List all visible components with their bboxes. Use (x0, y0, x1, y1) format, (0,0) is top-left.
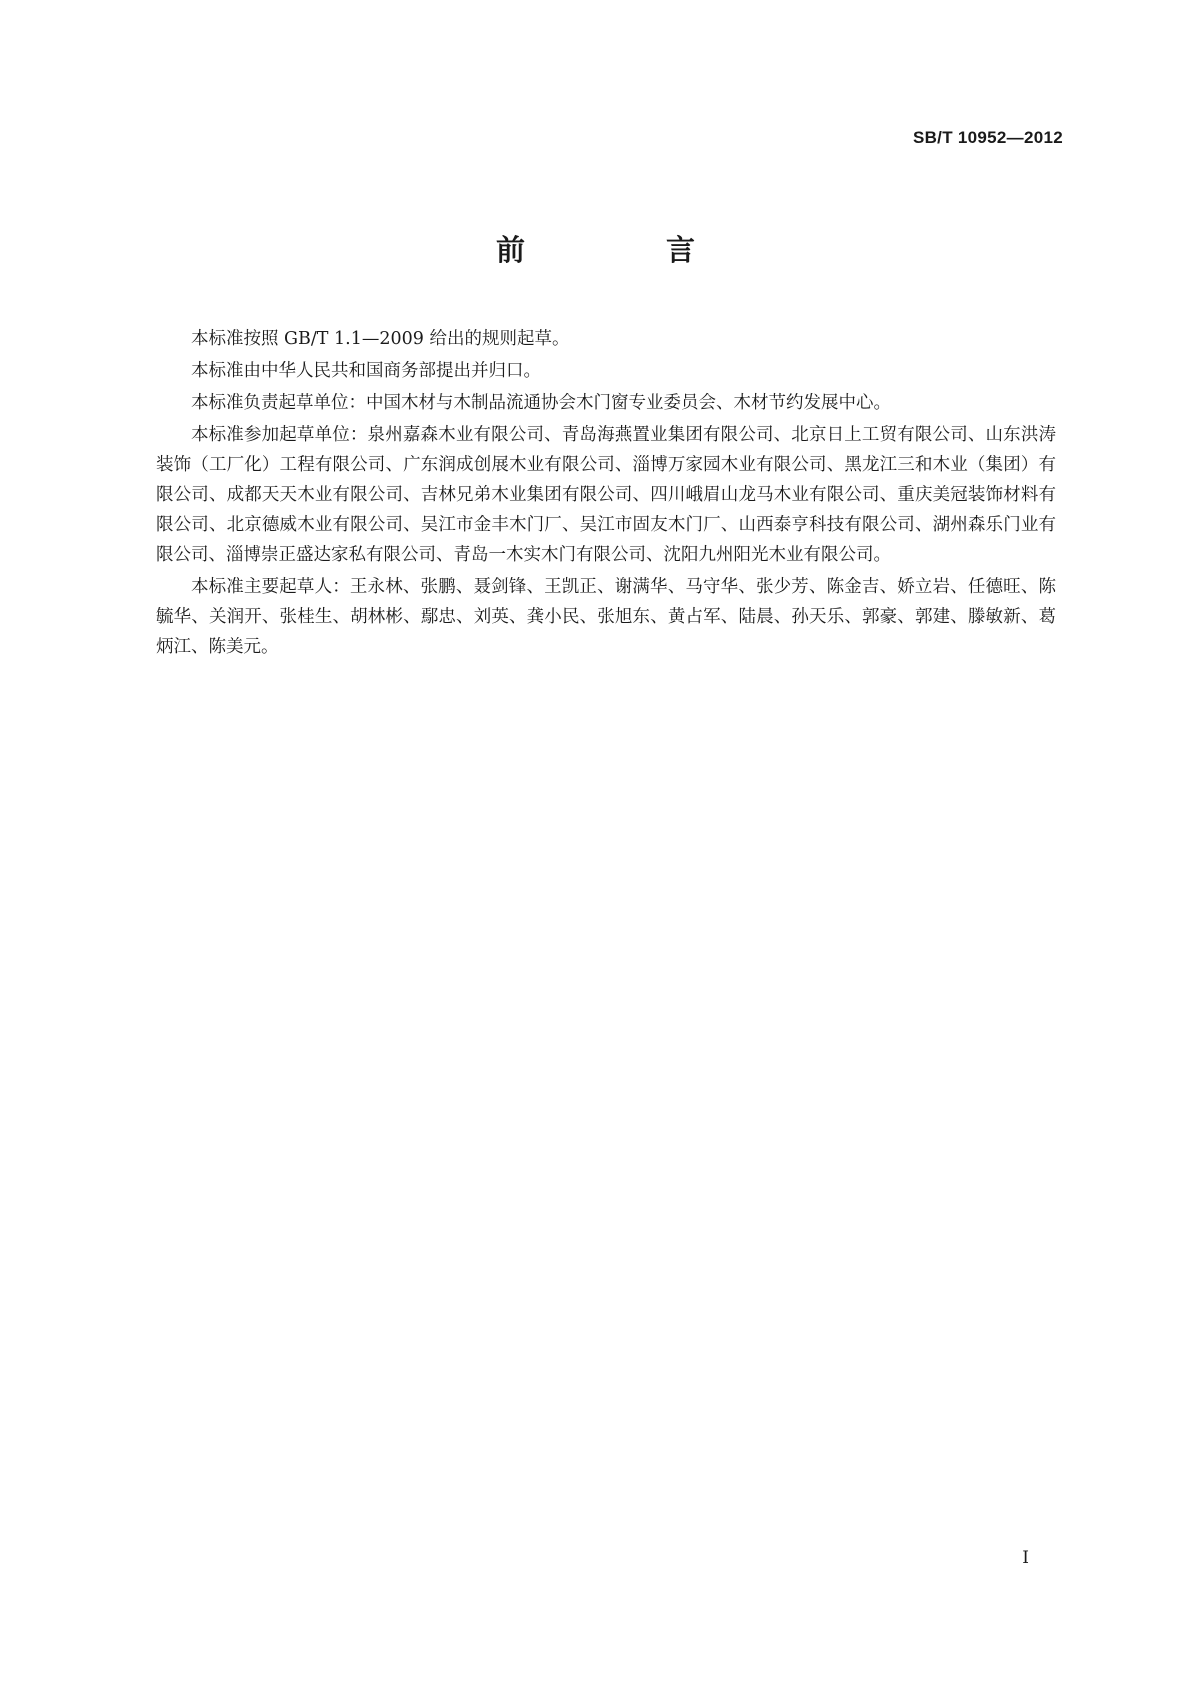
paragraph-drafting-rules: 本标准按照 GB/T 1.1—2009 给出的规则起草。 (191, 329, 570, 349)
foreword-body (156, 324, 1056, 664)
paragraph-participating-units: 本标准参加起草单位：泉州嘉森木业有限公司、青岛海燕置业集团有限公司、北京日上工贸有限公司、山东洪涛装饰（工厂化）工程有限公司、广东润成创展木业有限公司、淄博万家园木业有限公司、黑龙江三和木业（集团）有限公司、成都天天木业有限公司、吉林兄弟木业集团有限公司、四川峨眉山龙马木业有限公司、重庆美冠装饰材料有限公司、北京德威木业有限公司、吴江市金丰木门厂、吴江市固友木门厂、山西泰亨科技有限公司、湖州森乐门业有限公司、淄博崇正盛达家私有限公司、青岛一木实木门有限公司、沈阳九州阳光木业有限公司。 (156, 425, 1056, 565)
paragraph-main-drafters: 本标准主要起草人：王永林、张鹏、聂剑锋、王凯正、谢满华、马守华、张少芳、陈金吉、娇立岩、任德旺、陈毓华、关润开、张桂生、胡林彬、鄢忠、刘英、龚小民、张旭东、黄占军、陆晨、孙天乐、郭豪、郭建、滕敏新、葛炳江、陈美元。 (156, 577, 1056, 657)
page-number: I (1022, 1548, 1029, 1568)
standard-code: SB/T 10952—2012 (912, 128, 1063, 147)
paragraph-responsible-units: 本标准负责起草单位：中国木材与木制品流通协会木门窗专业委员会、木材节约发展中心。 (191, 393, 891, 413)
page-title: 前 言 (495, 233, 751, 267)
paragraph-proposer: 本标准由中华人民共和国商务部提出并归口。 (191, 361, 541, 381)
